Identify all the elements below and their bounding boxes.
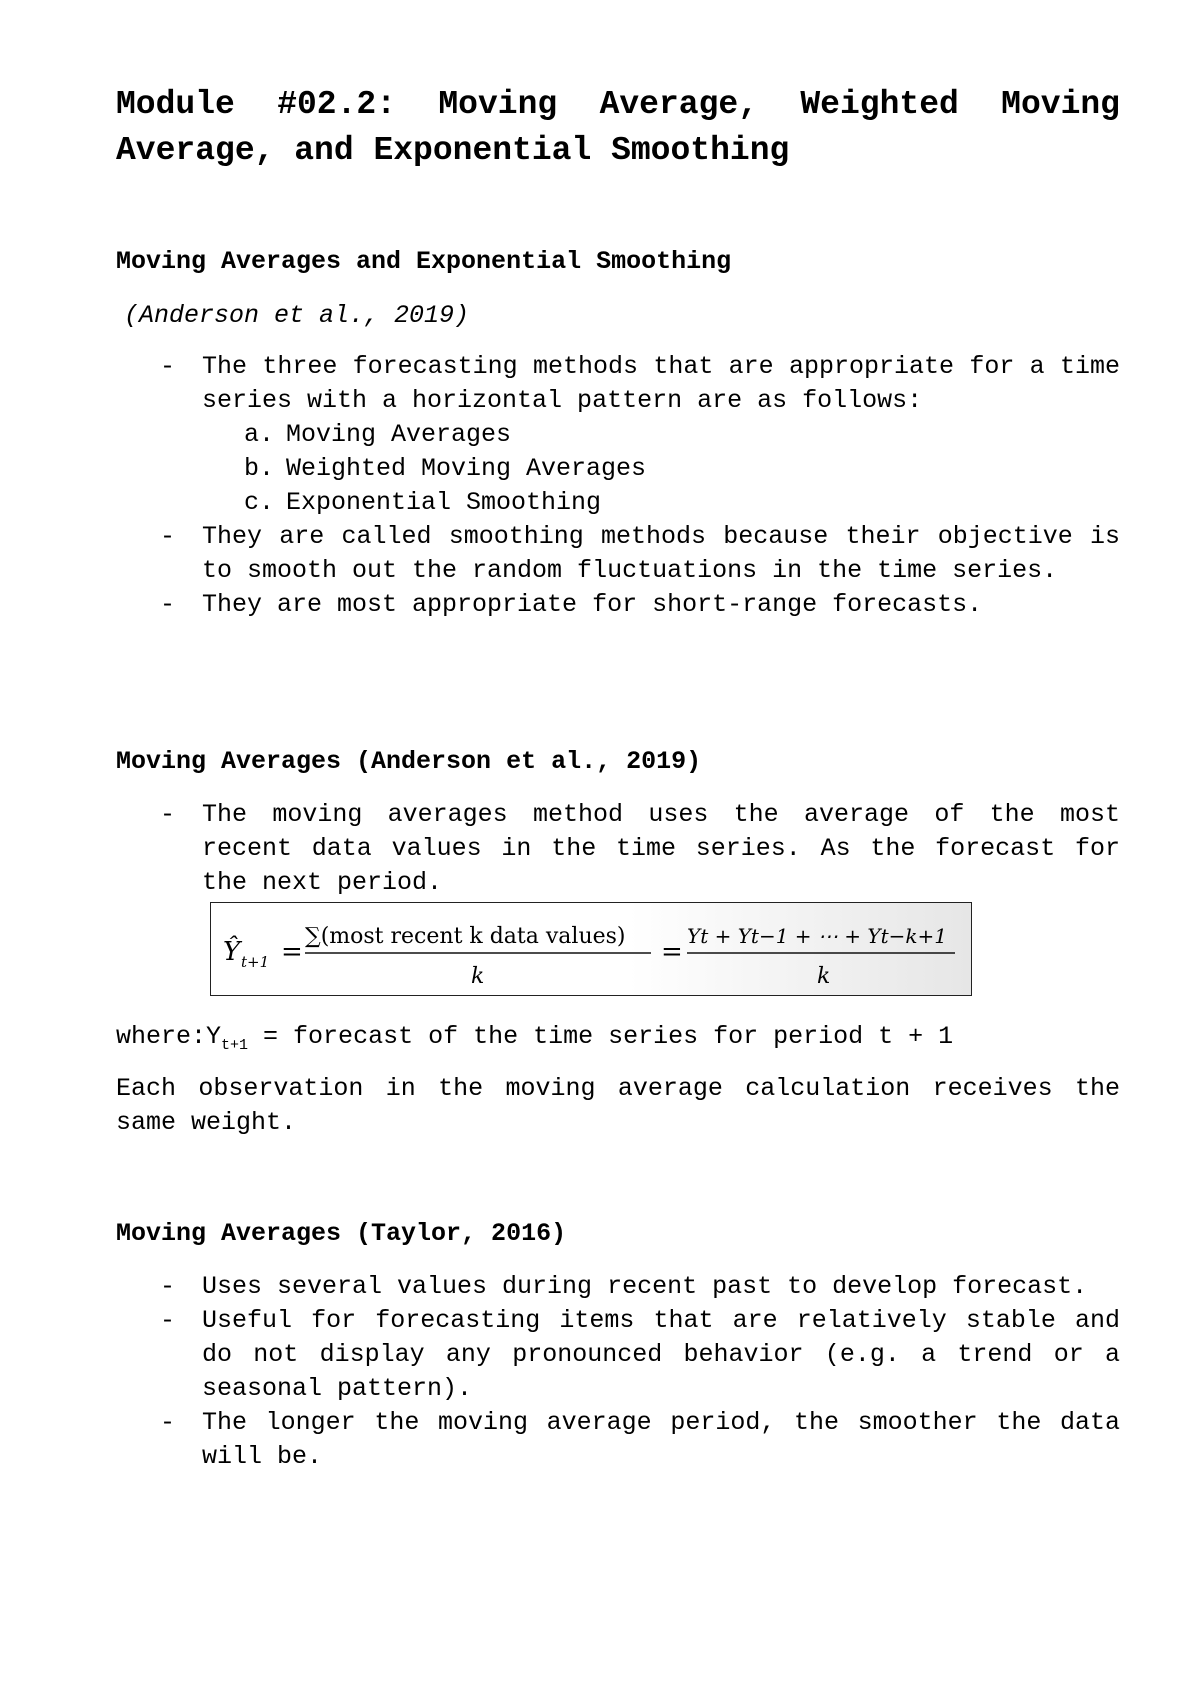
section-heading-moving-averages-anderson: Moving Averages (Anderson et al., 2019) — [116, 747, 702, 776]
bullet-dash: - — [160, 1408, 176, 1437]
sub-item: b. Weighted Moving Averages — [244, 454, 647, 483]
bullet-dash: - — [160, 522, 176, 551]
moving-average-formula — [210, 902, 972, 996]
fraction2-denominator: k — [817, 964, 831, 989]
fraction1-denominator: k — [471, 964, 485, 989]
sub-item: c. Exponential Smoothing — [244, 488, 602, 517]
list-item: - The longer the moving average period, the smoother the data will be. — [160, 1408, 1120, 1471]
bullet-dash: - — [160, 1272, 176, 1301]
page-title: Module #02.2: Moving Average, Weighted Moving Average, and Exponential Smoothing — [116, 86, 1120, 169]
list-item: - Useful for forecasting items that are relatively stable and do not display any pronounced behavior (e.g. a trend or a seasonal pattern). — [160, 1306, 1120, 1403]
list-item: - Uses several values during recent past to develop forecast. — [116, 1270, 1120, 1304]
formula-graphic — [211, 903, 973, 997]
bullet-dash: - — [160, 800, 176, 829]
citation: (Anderson et al., 2019) — [124, 301, 470, 330]
fraction1-numerator: ∑(most recent k data values) — [305, 924, 626, 949]
method-sublist — [202, 418, 1120, 520]
section-heading-smoothing: Moving Averages and Exponential Smoothing — [116, 247, 732, 276]
list-item: - They are called smoothing methods because their objective is to smooth out the random fluctuations in the time series. — [160, 522, 1120, 585]
formula-lhs: Ŷ — [223, 937, 241, 967]
bullet-dash: - — [160, 590, 176, 619]
sub-item: a. Moving Averages — [244, 420, 512, 449]
where-definition: $where:Y_{t+1}$ = forecast of the time series for period t + 1 — [116, 1022, 954, 1054]
bullet-list-moving-averages — [116, 798, 1120, 900]
list-item: - The three forecasting methods that are appropriate for a time series with a horizontal pattern are as follows: a. Moving Averages b. Weighted Moving Averages c. Exponential Smoothing — [116, 350, 1120, 520]
fraction2-numerator: Yt + Yt−1 + ⋯ + Yt−k+1 — [687, 924, 947, 948]
formula-equals-2: = — [661, 937, 683, 967]
formula-equals-1: = — [281, 937, 303, 967]
formula-lhs-sub: t+1 — [241, 953, 270, 971]
bullet-dash: - — [160, 352, 176, 381]
equal-weight-note: Each observation in the moving average calculation receives the same weight. — [116, 1074, 1120, 1137]
bullet-dash: - — [160, 1306, 176, 1335]
list-item: - The moving averages method uses the average of the most recent data values in the time series. As the forecast for the next period. — [160, 800, 1120, 897]
bullet-list-taylor — [116, 1270, 1120, 1474]
bullet-list-smoothing — [116, 350, 1120, 622]
section-heading-moving-averages-taylor: Moving Averages (Taylor, 2016) — [116, 1219, 567, 1248]
list-item: - They are most appropriate for short-range forecasts. — [116, 588, 1120, 622]
